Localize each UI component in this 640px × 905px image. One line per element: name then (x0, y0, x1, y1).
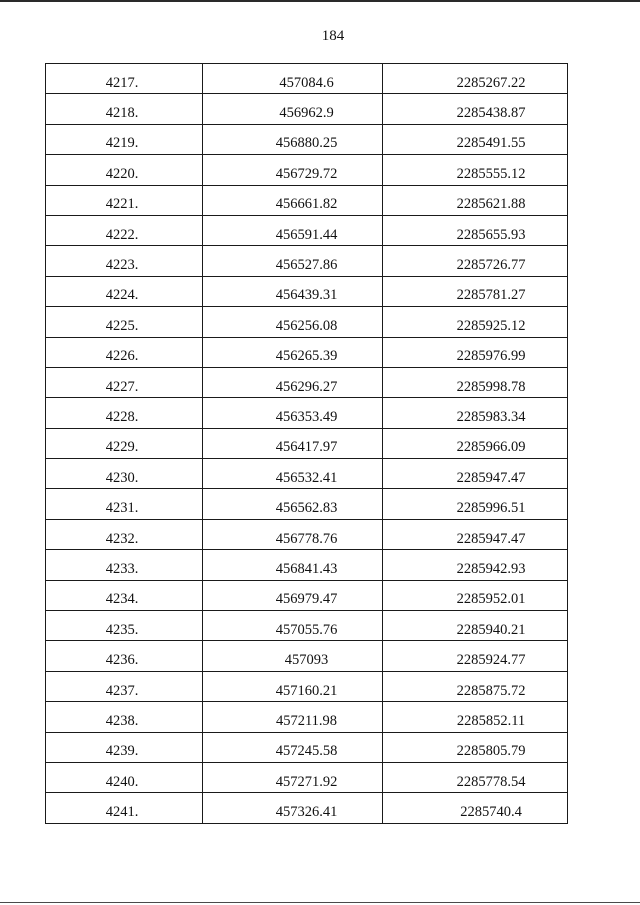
cell-text: 2285438.87 (456, 105, 526, 122)
y-coordinate-cell (383, 550, 568, 580)
cell-text: 2285947.47 (456, 530, 526, 547)
cell-text: 2285996.51 (456, 500, 526, 517)
x-coordinate-cell (203, 702, 383, 732)
cell-text: 2285621.88 (456, 196, 526, 213)
cell-text: 4225. (105, 317, 139, 334)
table-row (46, 185, 568, 215)
table-row (46, 215, 568, 245)
point-number-cell (46, 124, 203, 154)
y-coordinate-cell (383, 246, 568, 276)
x-coordinate-cell (203, 64, 383, 94)
y-coordinate-cell (383, 337, 568, 367)
table-row (46, 124, 568, 154)
x-coordinate-cell (203, 94, 383, 124)
cell-text: 4224. (105, 287, 139, 304)
table-row (46, 793, 568, 823)
point-number-cell (46, 762, 203, 792)
y-coordinate-cell (383, 64, 568, 94)
y-coordinate-cell (383, 185, 568, 215)
point-number-cell (46, 580, 203, 610)
cell-text: 456353.49 (275, 408, 338, 425)
cell-text: 4221. (105, 196, 139, 213)
point-number-cell (46, 671, 203, 701)
y-coordinate-cell (383, 124, 568, 154)
table-row (46, 702, 568, 732)
cell-text: 457211.98 (275, 712, 338, 729)
cell-text: 2285267.22 (456, 74, 526, 91)
cell-text: 456979.47 (275, 591, 338, 608)
cell-text: 4226. (105, 348, 139, 365)
table-row (46, 762, 568, 792)
cell-text: 457271.92 (275, 773, 338, 790)
page-top-edge (0, 0, 640, 2)
x-coordinate-cell (203, 215, 383, 245)
cell-text: 2285976.99 (456, 348, 526, 365)
cell-text: 457093 (284, 652, 329, 669)
cell-text: 2285983.34 (456, 408, 526, 425)
cell-text: 2285924.77 (456, 652, 526, 669)
cell-text: 2285940.21 (456, 621, 526, 638)
x-coordinate-cell (203, 367, 383, 397)
cell-text: 2285740.4 (460, 804, 522, 821)
y-coordinate-cell (383, 489, 568, 519)
table-row (46, 64, 568, 94)
cell-text: 2285778.54 (456, 773, 526, 790)
table-row (46, 641, 568, 671)
point-number-cell (46, 702, 203, 732)
cell-text: 2285998.78 (456, 378, 526, 395)
cell-text: 456841.43 (275, 560, 338, 577)
point-number-cell (46, 246, 203, 276)
page-number: 184 (321, 28, 345, 44)
y-coordinate-cell (383, 641, 568, 671)
x-coordinate-cell (203, 732, 383, 762)
cell-text: 2285805.79 (456, 743, 526, 760)
point-number-cell (46, 276, 203, 306)
point-number-cell (46, 367, 203, 397)
point-number-cell (46, 155, 203, 185)
y-coordinate-cell (383, 580, 568, 610)
x-coordinate-cell (203, 641, 383, 671)
table-row (46, 459, 568, 489)
page-bottom-edge (0, 902, 640, 903)
x-coordinate-cell (203, 185, 383, 215)
cell-text: 4232. (105, 530, 139, 547)
y-coordinate-cell (383, 215, 568, 245)
cell-text: 4227. (105, 378, 139, 395)
point-number-cell (46, 793, 203, 823)
cell-text: 4237. (105, 682, 139, 699)
cell-text: 2285555.12 (456, 165, 526, 182)
y-coordinate-cell (383, 367, 568, 397)
cell-text: 4236. (105, 652, 139, 669)
y-coordinate-cell (383, 732, 568, 762)
cell-text: 2285852.11 (456, 712, 526, 729)
cell-text: 456265.39 (275, 348, 338, 365)
cell-text: 456532.41 (275, 469, 338, 486)
y-coordinate-cell (383, 398, 568, 428)
point-number-cell (46, 94, 203, 124)
y-coordinate-cell (383, 671, 568, 701)
point-number-cell (46, 337, 203, 367)
cell-text: 4230. (105, 469, 139, 486)
x-coordinate-cell (203, 276, 383, 306)
point-number-cell (46, 641, 203, 671)
cell-text: 2285925.12 (456, 317, 526, 334)
point-number-cell (46, 519, 203, 549)
y-coordinate-cell (383, 94, 568, 124)
coordinates-table-body (46, 64, 568, 824)
cell-text: 457084.6 (279, 74, 334, 91)
cell-text: 456962.9 (279, 105, 334, 122)
cell-text: 456296.27 (275, 378, 338, 395)
cell-text: 456591.44 (275, 226, 338, 243)
cell-text: 2285655.93 (456, 226, 526, 243)
table-row (46, 307, 568, 337)
point-number-cell (46, 185, 203, 215)
table-row (46, 580, 568, 610)
cell-text: 456439.31 (275, 287, 338, 304)
table-row (46, 732, 568, 762)
x-coordinate-cell (203, 580, 383, 610)
x-coordinate-cell (203, 124, 383, 154)
table-row (46, 519, 568, 549)
cell-text: 2285952.01 (456, 591, 526, 608)
x-coordinate-cell (203, 762, 383, 792)
table-row (46, 489, 568, 519)
cell-text: 4217. (105, 74, 139, 91)
y-coordinate-cell (383, 276, 568, 306)
cell-text: 457160.21 (275, 682, 338, 699)
cell-text: 4239. (105, 743, 139, 760)
y-coordinate-cell (383, 459, 568, 489)
table-row (46, 246, 568, 276)
cell-text: 2285947.47 (456, 469, 526, 486)
cell-text: 4229. (105, 439, 139, 456)
table-row (46, 276, 568, 306)
point-number-cell (46, 459, 203, 489)
cell-text: 2285875.72 (456, 682, 526, 699)
cell-text: 2285942.93 (456, 560, 526, 577)
x-coordinate-cell (203, 671, 383, 701)
table-row (46, 94, 568, 124)
cell-text: 4222. (105, 226, 139, 243)
cell-text: 456880.25 (275, 135, 338, 152)
point-number-cell (46, 489, 203, 519)
cell-text: 4220. (105, 165, 139, 182)
table-row (46, 155, 568, 185)
cell-text: 4218. (105, 105, 139, 122)
cell-text: 4241. (105, 804, 139, 821)
y-coordinate-cell (383, 611, 568, 641)
x-coordinate-cell (203, 611, 383, 641)
cell-text: 4228. (105, 408, 139, 425)
table-row (46, 671, 568, 701)
y-coordinate-cell (383, 762, 568, 792)
cell-text: 457055.76 (275, 621, 338, 638)
point-number-cell (46, 307, 203, 337)
cell-text: 4223. (105, 257, 139, 274)
cell-text: 456256.08 (275, 317, 338, 334)
point-number-cell (46, 215, 203, 245)
cell-text: 4234. (105, 591, 139, 608)
table-row (46, 398, 568, 428)
x-coordinate-cell (203, 307, 383, 337)
cell-text: 2285491.55 (456, 135, 526, 152)
x-coordinate-cell (203, 155, 383, 185)
x-coordinate-cell (203, 337, 383, 367)
cell-text: 2285966.09 (456, 439, 526, 456)
cell-text: 4231. (105, 500, 139, 517)
x-coordinate-cell (203, 489, 383, 519)
table-row (46, 367, 568, 397)
x-coordinate-cell (203, 793, 383, 823)
table-row (46, 611, 568, 641)
cell-text: 456417.97 (275, 439, 338, 456)
point-number-cell (46, 398, 203, 428)
cell-text: 4240. (105, 773, 139, 790)
y-coordinate-cell (383, 519, 568, 549)
x-coordinate-cell (203, 428, 383, 458)
x-coordinate-cell (203, 246, 383, 276)
point-number-cell (46, 550, 203, 580)
table-row (46, 550, 568, 580)
x-coordinate-cell (203, 550, 383, 580)
y-coordinate-cell (383, 793, 568, 823)
cell-text: 457245.58 (275, 743, 338, 760)
y-coordinate-cell (383, 702, 568, 732)
cell-text: 2285726.77 (456, 257, 526, 274)
x-coordinate-cell (203, 519, 383, 549)
cell-text: 4219. (105, 135, 139, 152)
cell-text: 456562.83 (275, 500, 338, 517)
cell-text: 4238. (105, 712, 139, 729)
cell-text: 456729.72 (275, 165, 338, 182)
cell-text: 2285781.27 (456, 287, 526, 304)
cell-text: 456527.86 (275, 257, 338, 274)
y-coordinate-cell (383, 428, 568, 458)
table-row (46, 428, 568, 458)
x-coordinate-cell (203, 398, 383, 428)
cell-text: 4233. (105, 560, 139, 577)
cell-text: 456778.76 (275, 530, 338, 547)
table-row (46, 337, 568, 367)
coordinates-table (45, 63, 568, 824)
y-coordinate-cell (383, 155, 568, 185)
x-coordinate-cell (203, 459, 383, 489)
cell-text: 456661.82 (275, 196, 338, 213)
y-coordinate-cell (383, 307, 568, 337)
point-number-cell (46, 428, 203, 458)
cell-text: 4235. (105, 621, 139, 638)
point-number-cell (46, 732, 203, 762)
cell-text: 457326.41 (275, 804, 338, 821)
point-number-cell (46, 611, 203, 641)
point-number-cell (46, 64, 203, 94)
